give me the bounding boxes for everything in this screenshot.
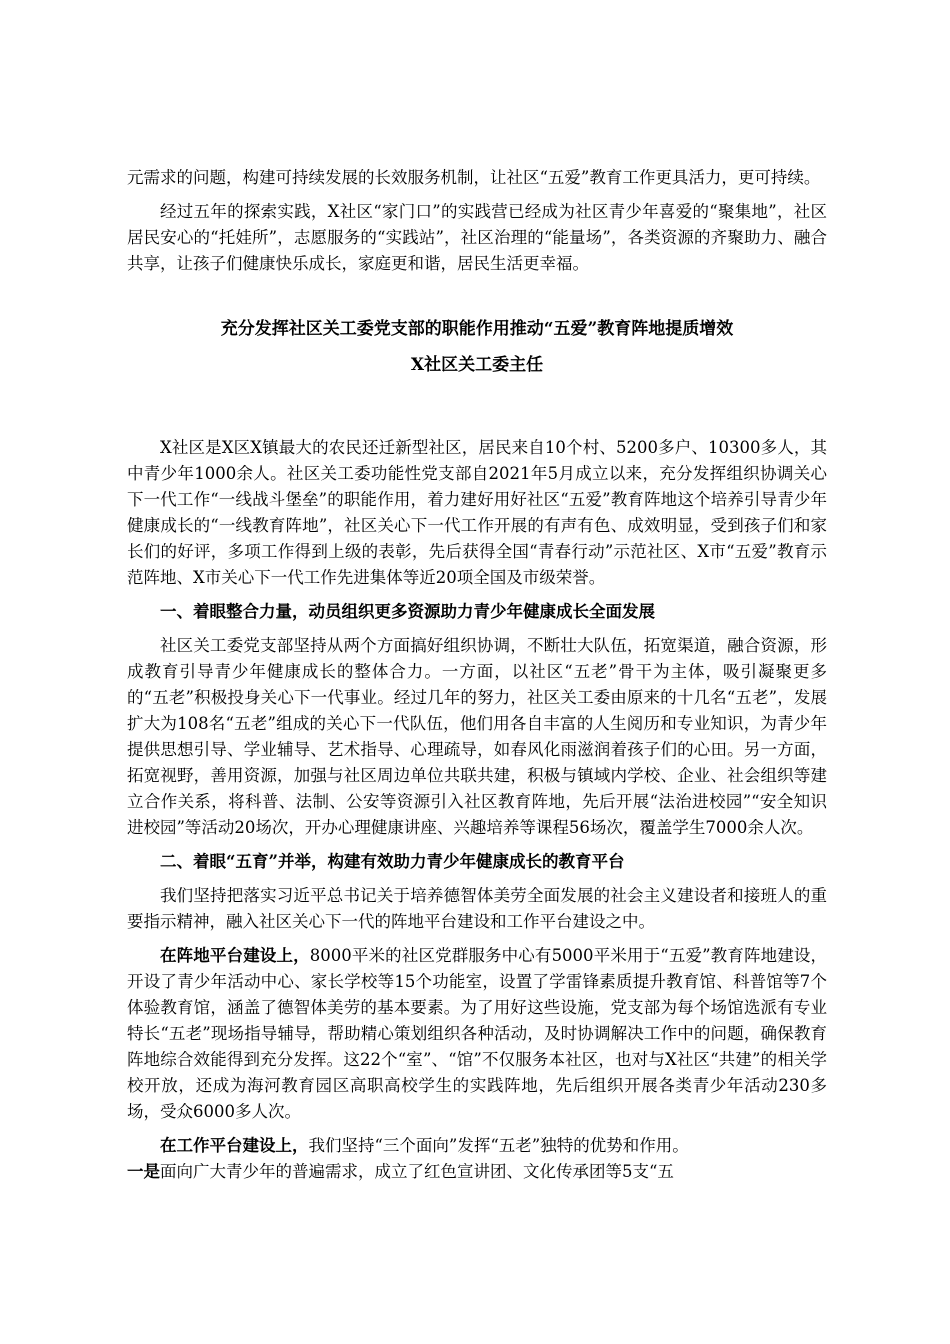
paragraph-6-body: 面向广大青少年的普遍需求，成立了红色宣讲团、文化传承团等5支“五 [160, 1162, 674, 1181]
paragraph-4-lead: 在阵地平台建设上， [160, 946, 310, 965]
article-paragraph-1: X社区是X区X镇最大的农民还迁新型社区，居民来自10个村、5200多户、10300多人，其中青少年1000余人。社区关工委功能性党支部自2021年5月成立以来，充分发挥组织协调关心下一代工作“一线战斗堡垒”的职能作用，着力建好用好社区“五爱”教育阵地这个培养引导青少年健康成长的“一线教育阵地”，社区关心下一代工作开展的有声有色、成效明显，受到孩子们和家长们的好评，多项工作得到上级的表彰，先后获得全国“青春行动”示范社区、X市“五爱”教育示范阵地、X市关心下一代工作先进集体等近20项全国及市级荣誉。 [127, 438, 827, 587]
article-author: X社区关工委主任 [410, 355, 544, 375]
document-page [127, 165, 827, 1193]
paragraph-5-lead: 在工作平台建设上， [160, 1136, 309, 1155]
article-paragraph-4 [127, 943, 827, 1125]
article-paragraph-3: 我们坚持把落实习近平总书记关于培养德智体美劳全面发展的社会主义建设者和接班人的重要指示精神，融入社区关心下一代的阵地平台建设和工作平台建设之中。 [127, 886, 827, 931]
article-paragraph-2: 社区关工委党支部坚持从两个方面搞好组织协调，不断壮大队伍，拓宽渠道，融合资源，形成教育引导青少年健康成长的整体合力。一方面，以社区“五老”骨干为主体，吸引凝聚更多的“五老”积极投身关心下一代事业。经过几年的努力，社区关工委由原来的十几名“五老”，发展扩大为108名“五老”组成的关心下一代队伍，他们用各自丰富的人生阅历和专业知识，为青少年提供思想引导、学业辅导、艺术指导、心理疏导，如春风化雨滋润着孩子们的心田。另一方面，拓宽视野，善用资源，加强与社区周边单位共联共建，积极与镇域内学校、企业、社会组织等建立合作关系，将科普、法制、公安等资源引入社区教育阵地，先后开展“法治进校园”“安全知识进校园”等活动20场次，开办心理健康讲座、兴趣培养等课程56场次，覆盖学生7000余人次。 [127, 636, 827, 837]
section-heading-2: 二、着眼“五育”并举，构建有效助力青少年健康成长的教育平台 [160, 852, 625, 871]
paragraph-6-lead: 一是 [127, 1162, 160, 1181]
intro-paragraph-1: 元需求的问题，构建可持续发展的长效服务机制，让社区“五爱”教育工作更具活力，更可持续。 [127, 168, 821, 187]
paragraph-4-body: 8000平米的社区党群服务中心有5000平米用于“五爱”教育阵地建设，开设了青少年活动中心、家长学校等15个功能室，设置了学雷锋素质提升教育馆、科普馆等7个体验教育馆，涵盖了德智体美劳的基本要素。为了用好这些设施，党支部为每个场馆选派有专业特长“五老”现场指导辅导，帮助精心策划组织各种活动，及时协调解决工作中的问题，确保教育阵地综合效能得到充分发挥。这22个“室”、“馆”不仅服务本社区，也对与X社区“共建”的相关学校开放，还成为海河教育园区高职高校学生的实践阵地，先后组织开展各类青少年活动230多场，受众6000多人次。 [127, 946, 828, 1121]
section-heading-1: 一、着眼整合力量，动员组织更多资源助力青少年健康成长全面发展 [160, 602, 655, 621]
intro-paragraph-2: 经过五年的探索实践，X社区“家门口”的实践营已经成为社区青少年喜爱的“聚集地”，社区居民安心的“托娃所”，志愿服务的“实践站”，社区治理的“能量场”，各类资源的齐聚助力、融合共享，让孩子们健康快乐成长，家庭更和谐，居民生活更幸福。 [127, 202, 827, 273]
article-title-block [127, 315, 827, 379]
paragraph-5-body: 我们坚持“三个面向”发挥“五老”独特的优势和作用。 [308, 1136, 689, 1155]
article-title: 充分发挥社区关工委党支部的职能作用推动“五爱”教育阵地提质增效 [220, 319, 734, 339]
article-paragraph-5 [127, 1133, 827, 1185]
